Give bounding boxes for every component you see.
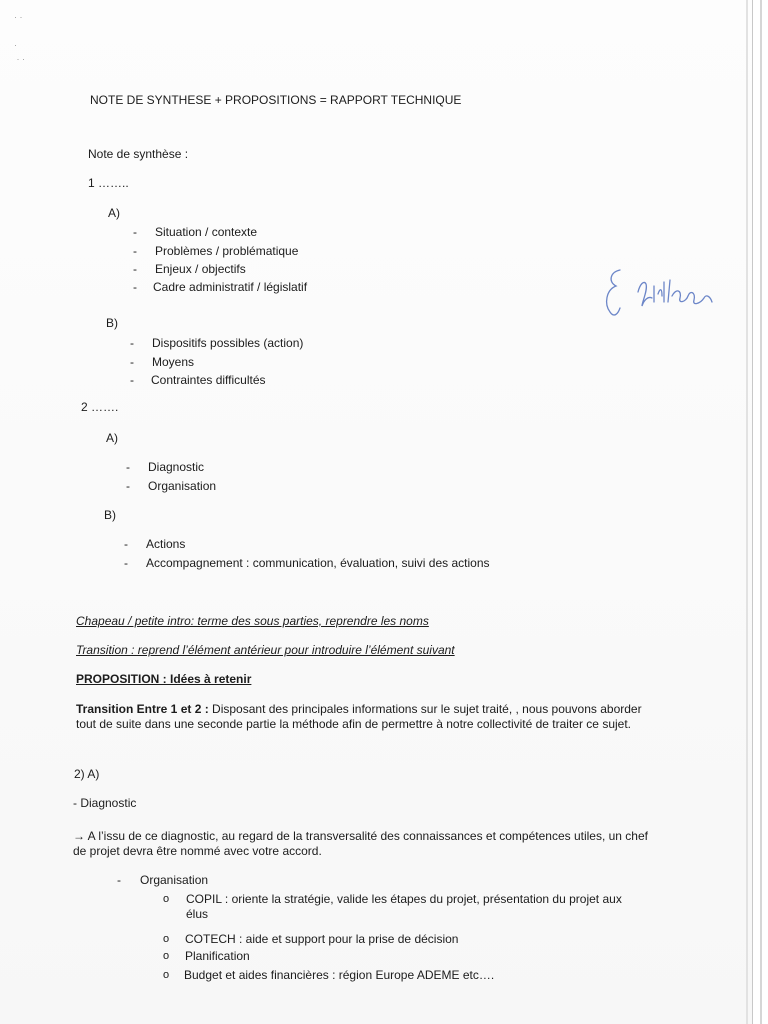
transition-paragraph: [76, 702, 646, 732]
transition-definition: Transition : reprend l’élément antérieur pour introduire l’élément suivant: [76, 643, 455, 657]
part2-label: 2 …….: [81, 400, 119, 414]
dash-bullet: -: [117, 873, 121, 887]
organisation-item: COPIL : oriente la stratégie, valide les étapes du projet, présentation du projet aux élus: [186, 892, 622, 921]
handwritten-signature-icon: [598, 262, 728, 332]
dash-bullet: -: [133, 280, 137, 294]
diagnostic-label: - Diagnostic: [73, 796, 137, 810]
dash-bullet: -: [130, 336, 134, 350]
list-item: Organisation: [148, 479, 217, 493]
part1-b-label: B): [106, 316, 118, 330]
dash-bullet: -: [133, 225, 137, 239]
page-edge: [760, 0, 762, 1024]
dash-bullet: -: [130, 373, 134, 387]
list-item: Moyens: [152, 355, 195, 369]
section-2a-label: 2) A): [74, 767, 100, 781]
part2-a-label: A): [106, 431, 118, 445]
dash-bullet: -: [124, 537, 128, 551]
list-item: Contraintes difficultés: [151, 373, 266, 387]
organisation-item: Planification: [185, 949, 250, 963]
proposition-heading: PROPOSITION : Idées à retenir: [76, 672, 252, 686]
dash-bullet: -: [133, 244, 137, 258]
part1-a-label: A): [108, 206, 120, 220]
circle-bullet-icon: o: [163, 969, 170, 981]
list-item: Actions: [146, 537, 186, 551]
dash-bullet: -: [133, 262, 137, 276]
transition-text: Disposant des principales informations sur le sujet traité, , nous pouvons aborder tout de suite dans une seconde partie la méthode afin de permettre à notre collectivité de traiter ce sujet.: [76, 702, 642, 731]
chapeau-note: Chapeau / petite intro: terme des sous parties, reprendre les noms: [76, 614, 429, 628]
list-item: Cadre administratif / législatif: [153, 280, 308, 294]
page-edge: [746, 0, 748, 1024]
list-item: Accompagnement : communication, évaluation, suivi des actions: [146, 556, 490, 570]
dash-bullet: -: [130, 355, 134, 369]
organisation-label: Organisation: [140, 873, 209, 887]
dash-bullet: -: [126, 460, 130, 474]
organisation-item: Budget et aides financières : région Europe ADEME etc….: [184, 968, 495, 982]
arrow-paragraph: [73, 829, 648, 859]
list-item: Enjeux / objectifs: [155, 262, 246, 276]
part2-b-label: B): [104, 508, 116, 522]
scan-specks: · · · · ·: [14, 12, 25, 64]
part1-label: 1 ……..: [88, 176, 129, 190]
dash-bullet: -: [126, 479, 130, 493]
arrow-paragraph-text: A l’issu de ce diagnostic, au regard de la transversalité des connaissances et compétences utiles, un chef de projet devra être nommé avec votre accord.: [73, 829, 648, 858]
list-item: Situation / contexte: [155, 225, 258, 239]
circle-bullet-icon: o: [163, 933, 170, 945]
organisation-item: COTECH : aide et support pour la prise de décision: [185, 932, 459, 946]
list-item: Problèmes / problématique: [155, 244, 299, 258]
dash-bullet: -: [124, 556, 128, 570]
document-title: NOTE DE SYNTHESE + PROPOSITIONS = RAPPORT TECHNIQUE: [90, 93, 462, 107]
circle-bullet-icon: o: [163, 893, 170, 905]
list-item: Diagnostic: [148, 460, 205, 474]
note-heading: Note de synthèse :: [88, 147, 189, 161]
transition-label: Transition Entre 1 et 2 :: [76, 702, 209, 716]
arrow-icon: →: [73, 829, 85, 843]
circle-bullet-icon: o: [163, 950, 170, 962]
list-item: Dispositifs possibles (action): [152, 336, 304, 350]
